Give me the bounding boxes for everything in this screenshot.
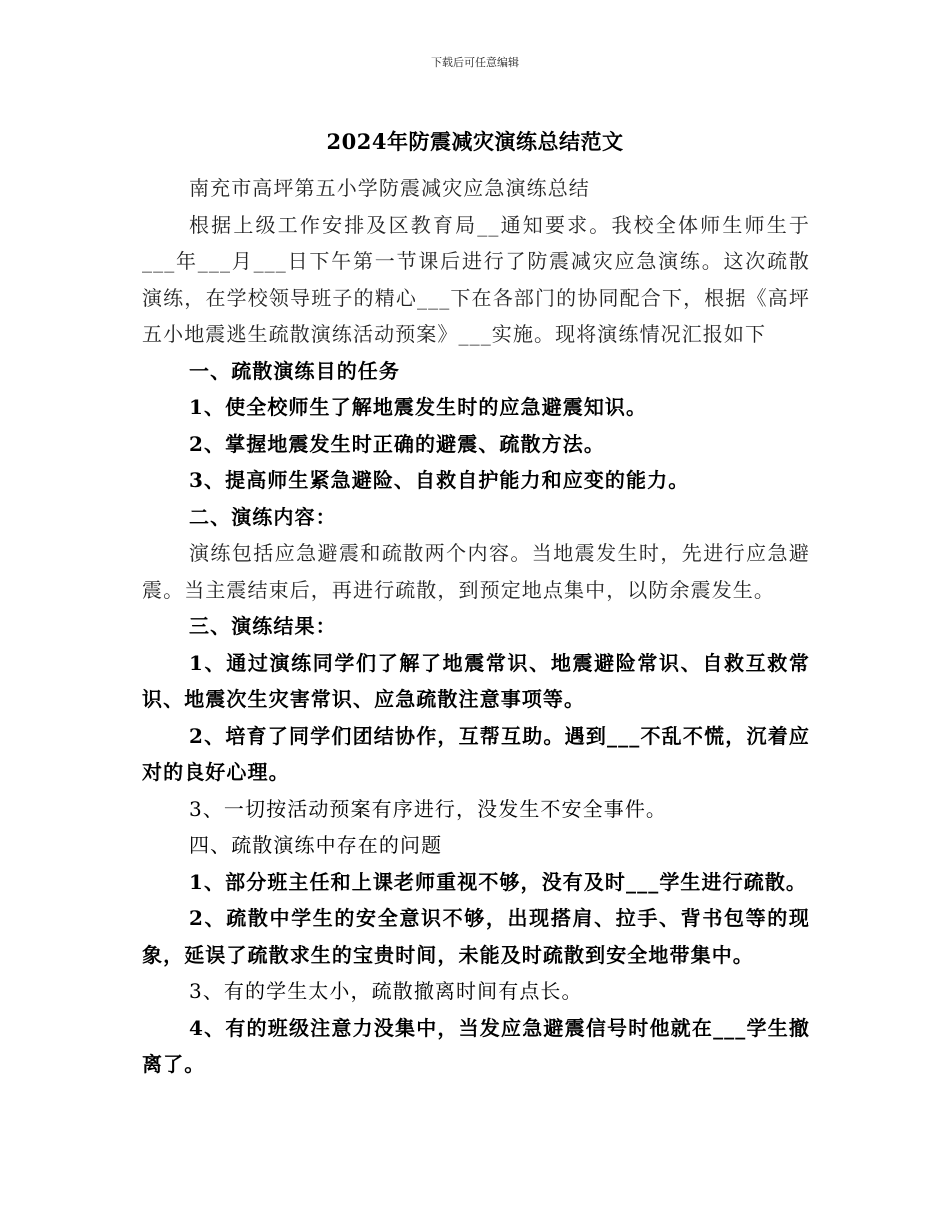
list-item: 1、通过演练同学们了解了地震常识、地震避险常识、自救互救常识、地震次生灾害常识、应急疏散注意事项等。: [142, 650, 810, 711]
document-title: 2024年防震减灾演练总结范文: [326, 129, 624, 154]
document-body: [142, 170, 810, 1083]
list-item: 4、有的班级注意力没集中，当发应急避震信号时他就在___学生撤离了。: [142, 1015, 810, 1076]
list-item: 3、提高师生紧急避险、自救自护能力和应变的能力。: [189, 468, 690, 492]
paragraph-drill-content: 演练包括应急避震和疏散两个内容。当地震发生时，先进行应急避震。当主震结束后，再进行疏散，到预定地点集中，以防余震发生。: [142, 541, 810, 602]
section-heading-3: 三、演练结果：: [189, 614, 337, 638]
section-heading-2: 二、演练内容：: [189, 504, 337, 529]
list-item: 3、一切按活动预案有序进行，没发生不安全事件。: [189, 796, 668, 821]
header-note: 下载后可任意编辑: [431, 56, 519, 69]
paragraph-school-heading: 南充市高坪第五小学防震减灾应急演练总结: [189, 176, 590, 200]
section-heading-4: 四、疏散演练中存在的问题: [189, 833, 443, 857]
list-item: 3、有的学生太小，疏散撤离时间有点长。: [189, 979, 583, 1003]
section-heading-1: 一、疏散演练目的任务: [189, 358, 400, 383]
list-item: 1、部分班主任和上课老师重视不够，没有及时___学生进行疏散。: [189, 869, 808, 894]
list-item: 2、掌握地震发生时正确的避震、疏散方法。: [189, 431, 605, 456]
list-item: 1、使全校师生了解地震发生时的应急避震知识。: [189, 395, 648, 419]
list-item: 2、培育了同学们团结协作，互帮互助。遇到___不乱不慌，沉着应对的良好心理。: [142, 723, 810, 784]
list-item: 2、疏散中学生的安全意识不够，出现搭肩、拉手、背书包等的现象，延误了疏散求生的宝贵时间，未能及时疏散到安全地带集中。: [142, 906, 810, 967]
paragraph-intro: 根据上级工作安排及区教育局__通知要求。我校全体师生师生于___年___月___日下午第一节课后进行了防震减灾应急演练。这次疏散演练，在学校领导班子的精心___下在各部门的协同配合下，根据《高坪五小地震逃生疏散演练活动预案》___实施。现将演练情况汇报如下: [142, 212, 810, 346]
